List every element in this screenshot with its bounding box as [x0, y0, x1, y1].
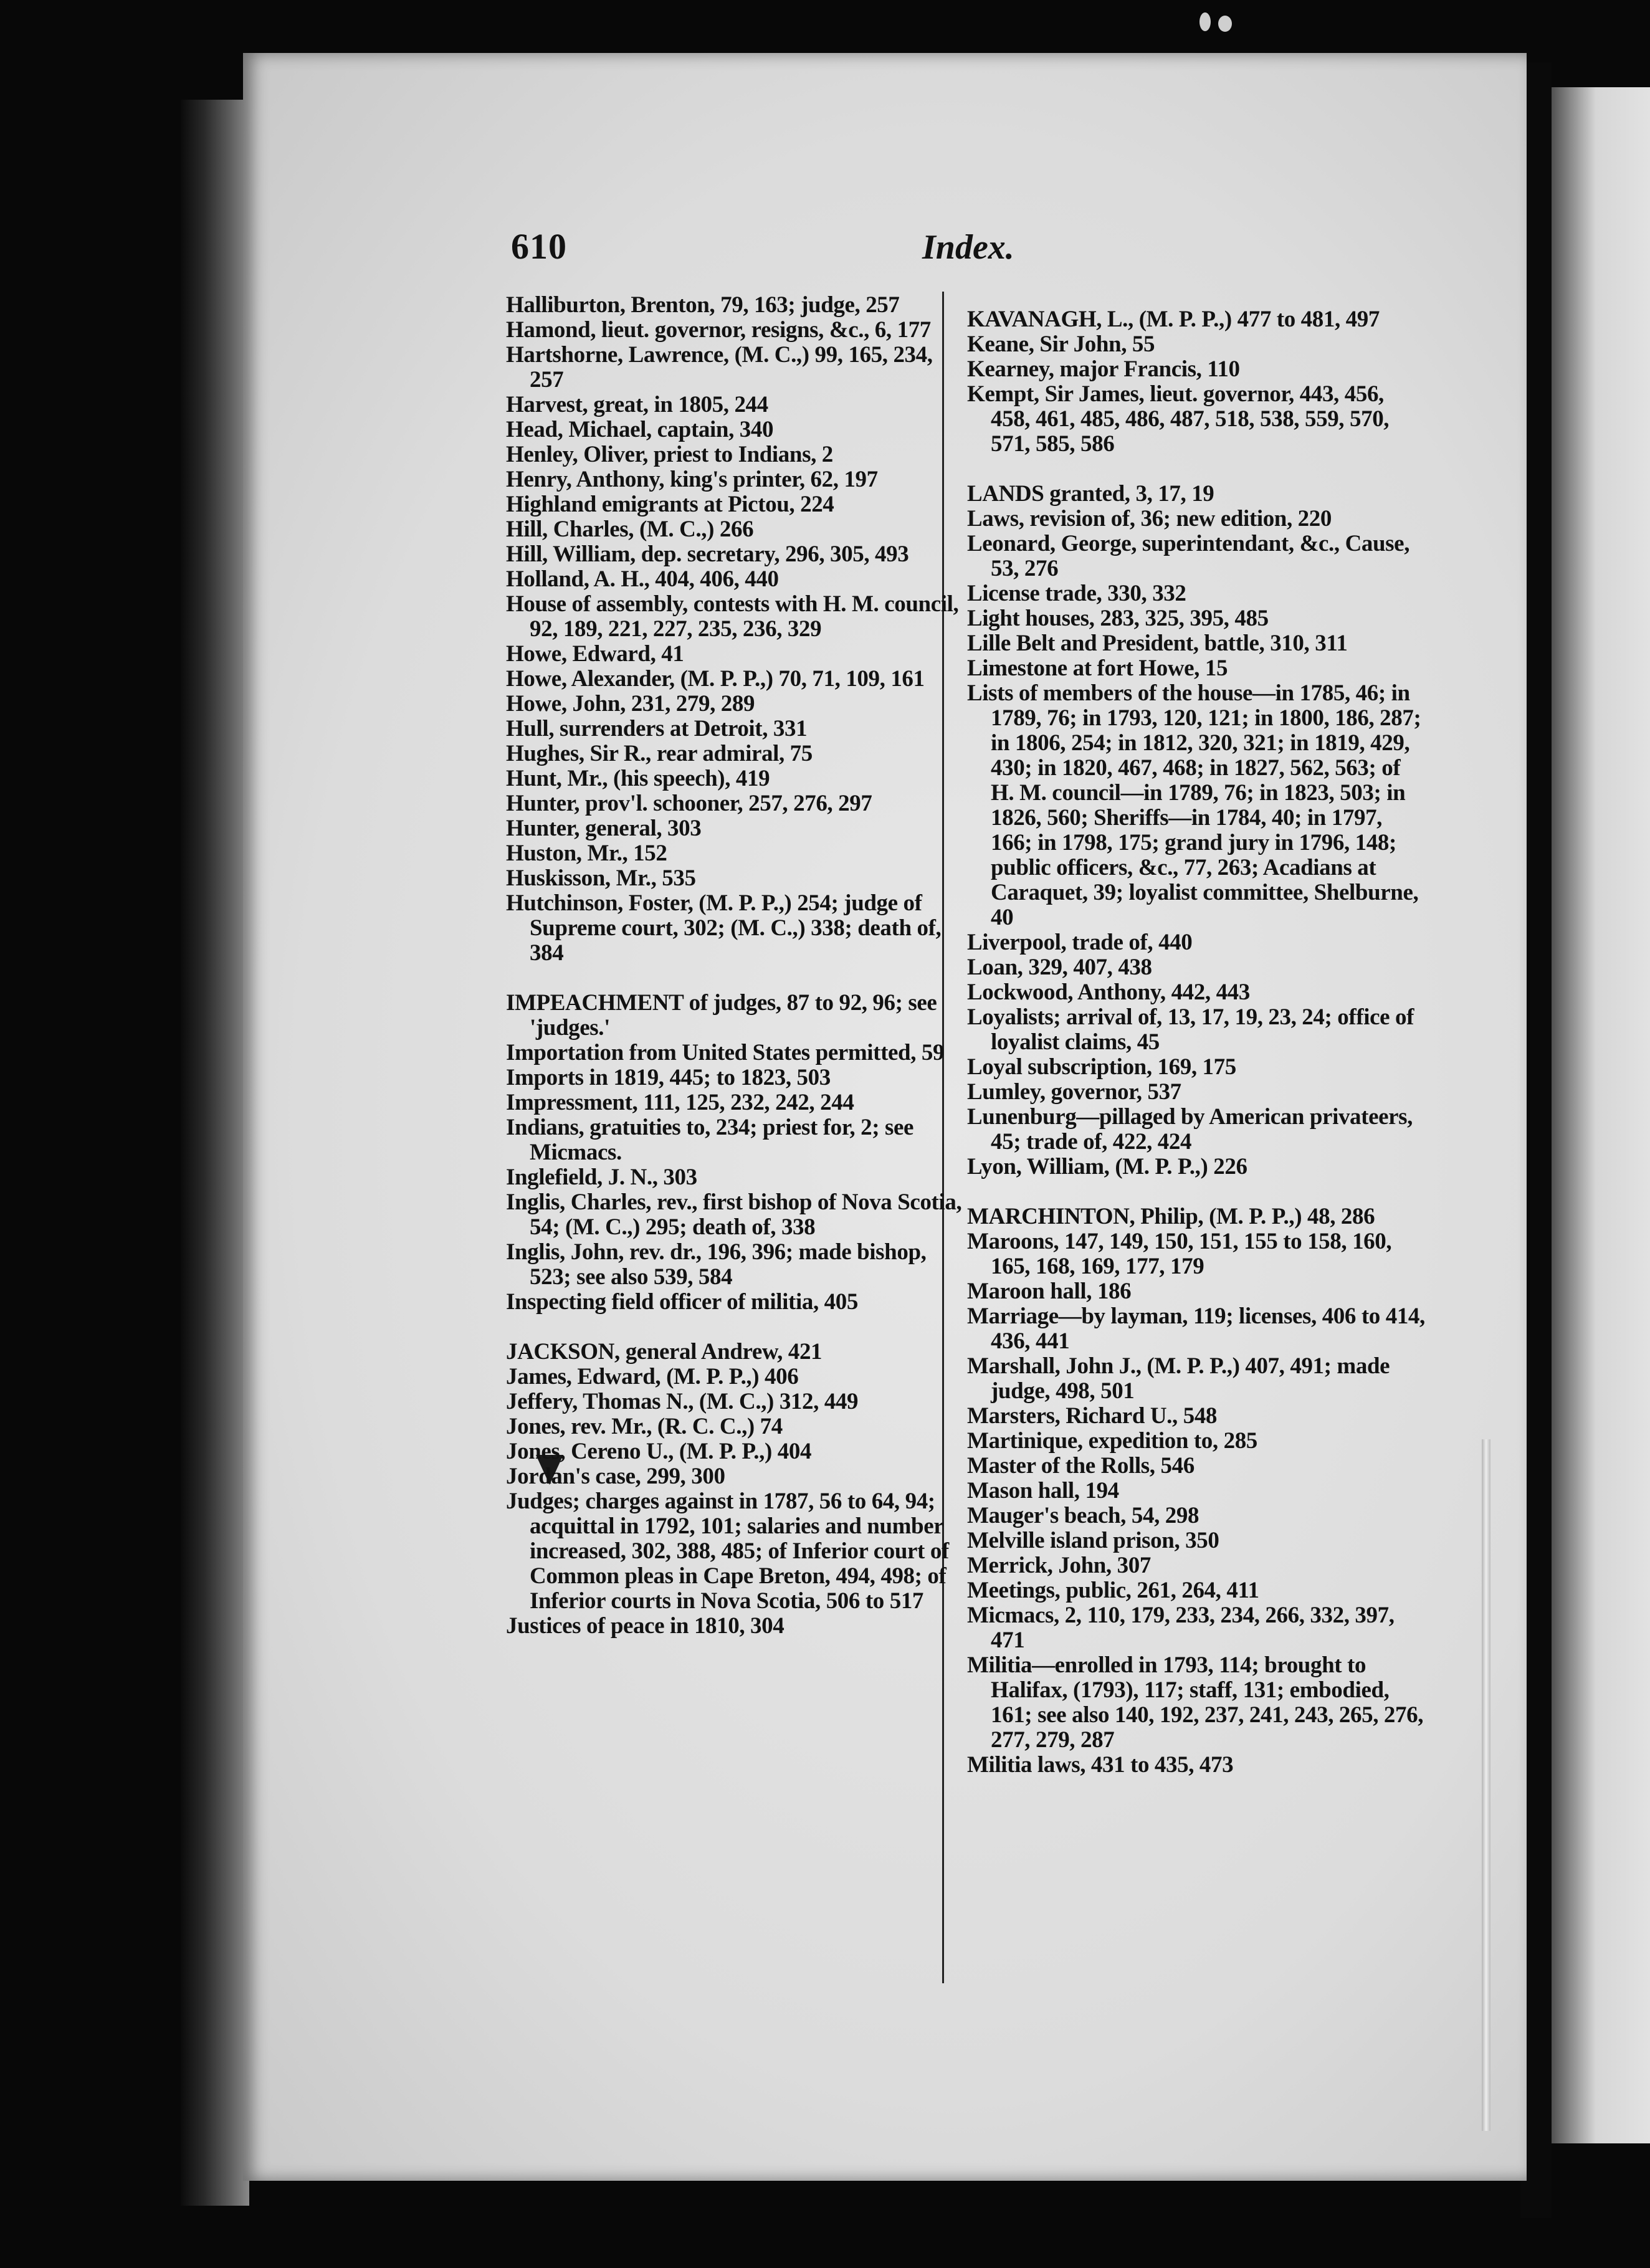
index-entry: Head, Michael, captain, 340 — [506, 417, 774, 442]
index-entry: Hunter, general, 303 — [506, 816, 702, 841]
index-entry: JACKSON, general Andrew, 421 — [506, 1339, 823, 1365]
page-fold — [1482, 1439, 1490, 2131]
index-entry: Marsters, Richard U., 548 — [967, 1403, 1218, 1429]
index-entry: Militia—enrolled in 1793, 114; brought to Halifax, (1793), 117; staff, 131; embodied, 161; see also 140, 192, 237, 241, 243, 265, 276, 277, 279, 287 — [967, 1652, 1424, 1753]
index-entry: IMPEACHMENT of judges, 87 to 92, 96; see 'judges.' — [506, 990, 937, 1041]
index-entry: Howe, Edward, 41 — [506, 641, 684, 667]
index-entry: Keane, Sir John, 55 — [967, 331, 1155, 357]
index-entry: Master of the Rolls, 546 — [967, 1453, 1195, 1479]
index-entry: Limestone at fort Howe, 15 — [967, 655, 1228, 681]
index-entry: Henry, Anthony, king's printer, 62, 197 — [506, 467, 878, 492]
index-entry: Militia laws, 431 to 435, 473 — [967, 1752, 1234, 1778]
index-entry: Jones, Cereno U., (M. P. P.,) 404 — [506, 1439, 812, 1464]
index-column-left — [506, 293, 967, 1639]
index-entry: License trade, 330, 332 — [967, 581, 1186, 606]
index-entry: Martinique, expedition to, 285 — [967, 1428, 1257, 1454]
index-entry: Mason hall, 194 — [967, 1478, 1119, 1503]
index-entry: Mauger's beach, 54, 298 — [967, 1503, 1199, 1528]
index-entry: Jeffery, Thomas N., (M. C.,) 312, 449 — [506, 1389, 859, 1414]
index-entry: Melville island prison, 350 — [967, 1528, 1219, 1553]
scan-speck — [1218, 16, 1232, 32]
index-entry: Lyon, William, (M. P. P.,) 226 — [967, 1154, 1247, 1179]
index-entry: Hutchinson, Foster, (M. P. P.,) 254; judge of Supreme court, 302; (M. C.,) 338; death of, 384 — [506, 890, 942, 966]
index-entry: Marriage—by layman, 119; licenses, 406 to 414, 436, 441 — [967, 1303, 1425, 1354]
scan-speck — [1199, 12, 1211, 31]
index-entry: Howe, John, 231, 279, 289 — [506, 691, 755, 717]
index-entry: Maroons, 147, 149, 150, 151, 155 to 158, 160, 165, 168, 169, 177, 179 — [967, 1229, 1392, 1279]
index-entry: Liverpool, trade of, 440 — [967, 930, 1193, 955]
index-entry: Merrick, John, 307 — [967, 1553, 1151, 1578]
index-entry: Micmacs, 2, 110, 179, 233, 234, 266, 332, 397, 471 — [967, 1603, 1395, 1653]
index-entry: Hughes, Sir R., rear admiral, 75 — [506, 741, 813, 766]
index-entry: Inglis, Charles, rev., first bishop of Nova Scotia, 54; (M. C.,) 295; death of, 338 — [506, 1189, 962, 1240]
index-entry: James, Edward, (M. P. P.,) 406 — [506, 1364, 799, 1389]
index-entry: Halliburton, Brenton, 79, 163; judge, 257 — [506, 292, 900, 318]
index-entry: Hill, Charles, (M. C.,) 266 — [506, 517, 754, 542]
section-spacer — [967, 457, 1425, 482]
index-entry: Hamond, lieut. governor, resigns, &c., 6, 177 — [506, 317, 931, 343]
index-entry: Lille Belt and President, battle, 310, 311 — [967, 631, 1348, 656]
index-entry: Lumley, governor, 537 — [967, 1079, 1181, 1105]
index-entry: Kearney, major Francis, 110 — [967, 356, 1240, 382]
section-spacer — [506, 1315, 967, 1340]
page-number: 610 — [511, 226, 567, 267]
index-entry: Importation from United States permitted, 59 — [506, 1040, 945, 1065]
index-entry: Loan, 329, 407, 438 — [967, 955, 1152, 980]
index-entry: Lockwood, Anthony, 442, 443 — [967, 979, 1250, 1005]
index-entry: Holland, A. H., 404, 406, 440 — [506, 566, 779, 592]
index-entry: Howe, Alexander, (M. P. P.,) 70, 71, 109, 161 — [506, 666, 925, 692]
index-entry: Loyalists; arrival of, 13, 17, 19, 23, 24; office of loyalist claims, 45 — [967, 1004, 1414, 1055]
index-entry: Light houses, 283, 325, 395, 485 — [967, 606, 1269, 631]
index-entry: Imports in 1819, 445; to 1823, 503 — [506, 1065, 831, 1090]
index-entry: MARCHINTON, Philip, (M. P. P.,) 48, 286 — [967, 1204, 1375, 1229]
index-entry: Marshall, John J., (M. P. P.,) 407, 491; made judge, 498, 501 — [967, 1353, 1390, 1404]
binding-shadow — [181, 100, 249, 2206]
index-entry: Leonard, George, superintendant, &c., Cause, 53, 276 — [967, 531, 1410, 581]
index-entry: Hull, surrenders at Detroit, 331 — [506, 716, 808, 741]
index-column-right — [967, 307, 1425, 1778]
index-entry: Impressment, 111, 125, 232, 242, 244 — [506, 1090, 854, 1115]
section-spacer — [967, 1179, 1425, 1204]
section-spacer — [506, 966, 967, 991]
index-entry: Judges; charges against in 1787, 56 to 64, 94; acquittal in 1792, 101; salaries and number increased, 302, 388, 485; of Inferior court of Common pleas in Cape Breton, 494, 498; of Inferior courts in Nova Scotia, 506 to 517 — [506, 1489, 949, 1614]
index-entry: Maroon hall, 186 — [967, 1279, 1132, 1304]
index-entry: Laws, revision of, 36; new edition, 220 — [967, 506, 1332, 531]
index-entry: Hunter, prov'l. schooner, 257, 276, 297 — [506, 791, 872, 816]
index-entry: Jones, rev. Mr., (R. C. C.,) 74 — [506, 1414, 783, 1439]
index-entry: Meetings, public, 261, 264, 411 — [967, 1578, 1259, 1603]
index-entry: Loyal subscription, 169, 175 — [967, 1054, 1236, 1080]
index-entry: Inglefield, J. N., 303 — [506, 1165, 697, 1190]
index-entry: Henley, Oliver, priest to Indians, 2 — [506, 442, 833, 467]
index-entry: Inglis, John, rev. dr., 196, 396; made bishop, 523; see also 539, 584 — [506, 1239, 927, 1290]
index-entry: Justices of peace in 1810, 304 — [506, 1613, 784, 1639]
running-title: Index. — [922, 228, 1014, 267]
index-entry: Jordan's case, 299, 300 — [506, 1464, 725, 1489]
index-entry: Harvest, great, in 1805, 244 — [506, 392, 768, 417]
index-entry: Hunt, Mr., (his speech), 419 — [506, 766, 770, 791]
index-entry: Kempt, Sir James, lieut. governor, 443, 456, 458, 461, 485, 486, 487, 518, 538, 559, 570, 571, 585, 586 — [967, 381, 1390, 457]
index-entry: Hartshorne, Lawrence, (M. C.,) 99, 165, 234, 257 — [506, 342, 933, 393]
index-entry: Highland emigrants at Pictou, 224 — [506, 492, 834, 517]
index-entry: Indians, gratuities to, 234; priest for, 2; see Micmacs. — [506, 1115, 914, 1165]
index-entry: Inspecting field officer of militia, 405 — [506, 1289, 858, 1315]
index-entry: Lunenburg—pillaged by American privateers, 45; trade of, 422, 424 — [967, 1104, 1413, 1155]
index-entry: Hill, William, dep. secretary, 296, 305, 493 — [506, 541, 909, 567]
index-entry: Huskisson, Mr., 535 — [506, 865, 696, 891]
index-entry: KAVANAGH, L., (M. P. P.,) 477 to 481, 497 — [967, 307, 1380, 332]
index-entry: LANDS granted, 3, 17, 19 — [967, 481, 1214, 507]
index-entry: Lists of members of the house—in 1785, 46; in 1789, 76; in 1793, 120, 121; in 1800, 186, 287; in 1806, 254; in 1812, 320, 321; in 1819, 429, 430; in 1820, 467, 468; in 1827, 562, 563; of H. M. council—in 1789, 76; in 1823, 503; in 1826, 560; Sheriffs—in 1784, 40; in 1797, 166; in 1798, 175; grand jury in 1796, 148; public officers, &c., 77, 263; Acadians at Caraquet, 39; loyalist committee, Shelburne, 40 — [967, 680, 1421, 930]
next-page-edge — [1552, 87, 1650, 2143]
index-entry: House of assembly, contests with H. M. council, 92, 189, 221, 227, 235, 236, 329 — [506, 591, 959, 642]
index-entry: Huston, Mr., 152 — [506, 841, 667, 866]
